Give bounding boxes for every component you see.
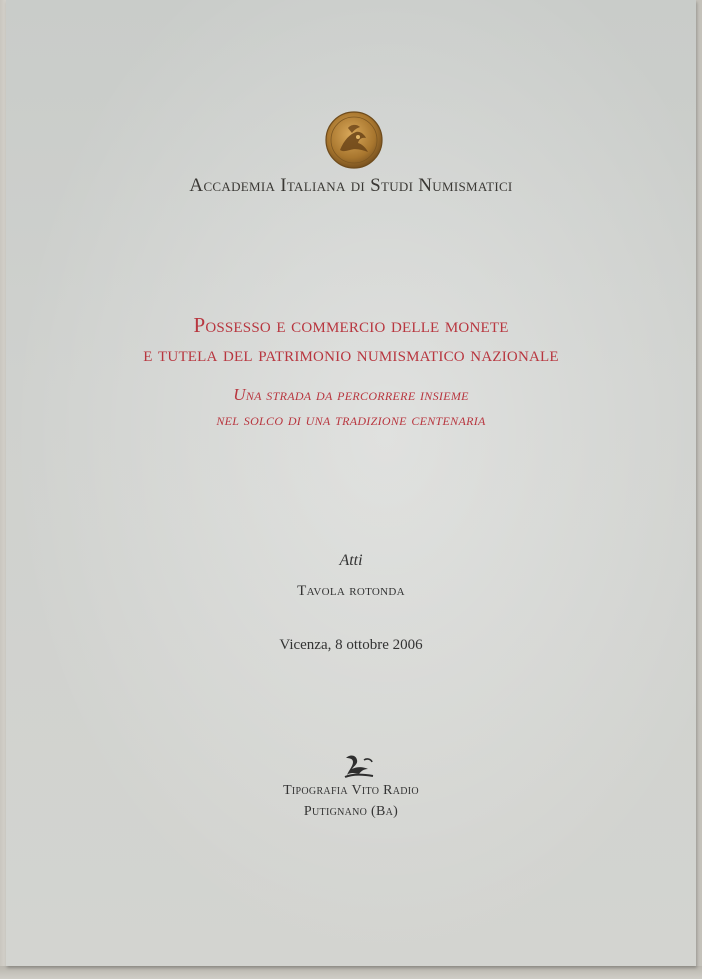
- place-date: Vicenza, 8 ottobre 2006: [279, 637, 423, 653]
- title-line-2: e tutela del patrimonio numismatico nazionale: [143, 342, 559, 366]
- publisher-name: Tipografia Vito Radio: [283, 783, 419, 798]
- subtitle-line-2: nel solco di una tradizione centenaria: [216, 410, 486, 429]
- academy-name: Accademia Italiana di Studi Numismatici: [189, 175, 513, 196]
- swan-logo-icon: [342, 752, 376, 780]
- proceedings-label: Atti: [339, 552, 363, 569]
- title-line-1: Possesso e commercio delle monete: [193, 313, 509, 337]
- cover-bottom-edge: [0, 966, 702, 979]
- publisher-place: Putignano (Ba): [303, 804, 399, 819]
- book-cover: [6, 0, 696, 966]
- subtitle-line-1: Una strada da percorrere insieme: [233, 385, 469, 404]
- event-type: Tavola rotonda: [297, 583, 405, 599]
- coin-seal-icon: [324, 110, 384, 170]
